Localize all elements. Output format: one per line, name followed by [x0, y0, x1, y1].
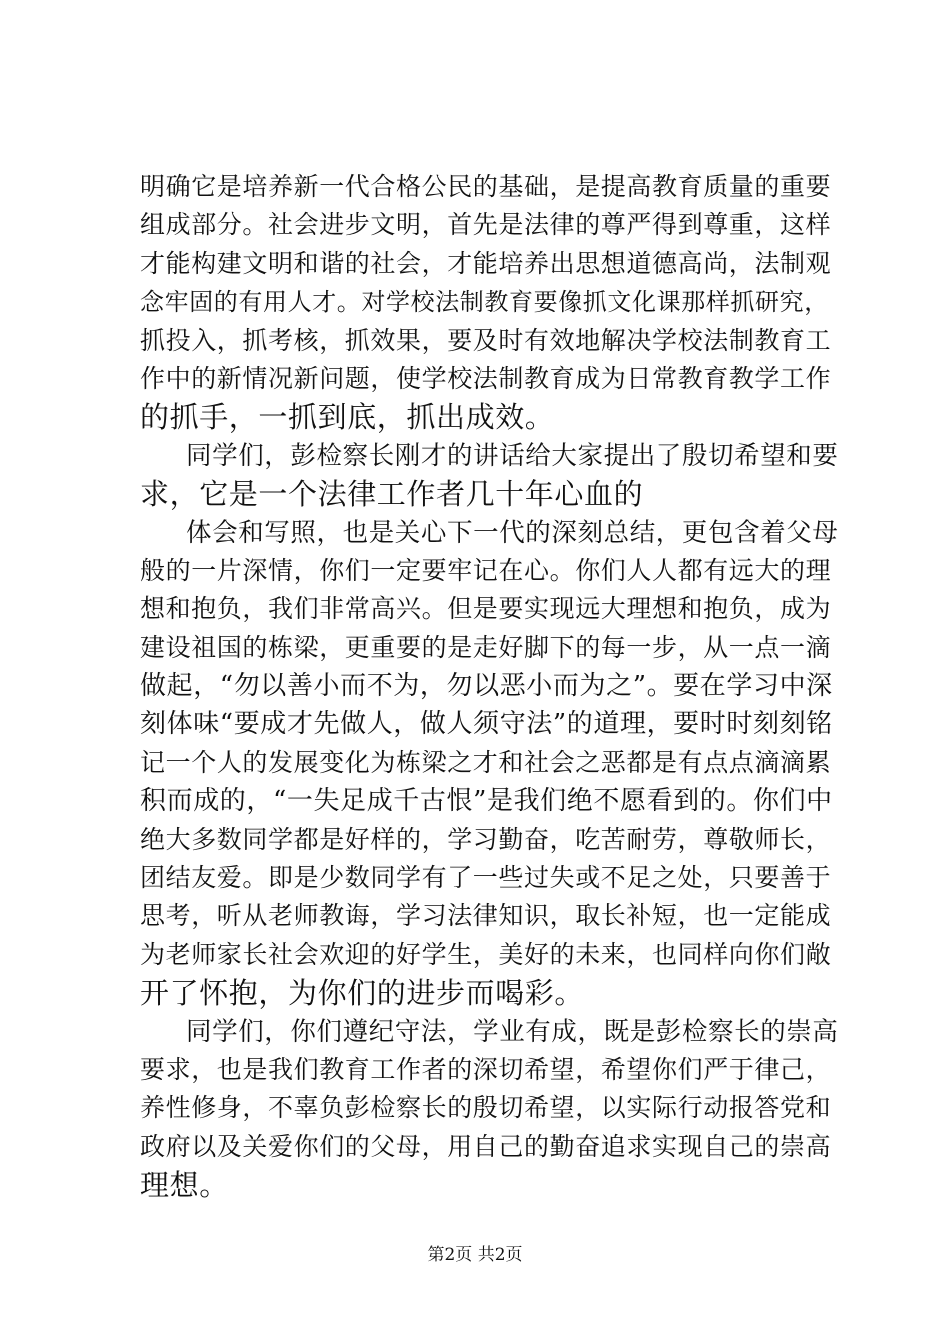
text-line: 做起，“勿以善小而不为，勿以恶小而为之”。要在学习中深	[140, 671, 833, 702]
text-line: 般的一片深情，你们一定要牢记在心。你们人人都有远大的理	[140, 555, 832, 585]
page-footer	[0, 1244, 950, 1266]
text-line: 明确它是培养新一代合格公民的基础，是提高教育质量的重要	[140, 172, 832, 201]
text-line: 刻体味“要成才先做人，做人须守法”的道理，要时时刻刻铭	[140, 709, 833, 740]
text-line: 政府以及关爱你们的父母，用自己的勤奋追求实现自己的崇高	[140, 1131, 832, 1161]
text-line: 的抓手，一抓到底，抓出成效。	[140, 400, 555, 435]
text-line: 组成部分。社会进步文明，首先是法律的尊严得到尊重，这样	[140, 210, 832, 240]
text-line: 为老师家长社会欢迎的好学生，美好的未来，也同样向你们敞	[140, 939, 832, 969]
text-line: 同学们，彭检察长刚才的讲话给大家提出了殷切希望和要	[186, 440, 839, 471]
text-line: 开了怀抱，为你们的进步而喝彩。	[140, 976, 585, 1011]
text-line: 求，它是一个法律工作者几十年心血的	[140, 477, 644, 512]
text-line: 同学们，你们遵纪守法，学业有成，既是彭检察长的崇高	[186, 1016, 839, 1047]
text-line: 积而成的，“一失足成千古恨”是我们绝不愿看到的。你们中	[140, 786, 833, 817]
text-line: 抓投入，抓考核，抓效果，要及时有效地解决学校法制教育工	[140, 325, 832, 355]
page-number-label: 第2页 共2页	[427, 1245, 523, 1265]
text-line: 团结友爱。即是少数同学有了一些过失或不足之处，只要善于	[140, 863, 832, 893]
text-line: 绝大多数同学都是好样的，学习勤奋，吃苦耐劳，尊敬师长，	[140, 824, 832, 854]
text-line: 体会和写照，也是关心下一代的深刻总结，更包含着父母	[186, 517, 839, 548]
text-line: 理想。	[140, 1168, 229, 1203]
text-line: 养性修身，不辜负彭检察长的殷切希望，以实际行动报答党和	[140, 1093, 832, 1123]
text-line: 建设祖国的栋梁，更重要的是走好脚下的每一步，从一点一滴	[140, 632, 832, 662]
text-line: 要求，也是我们教育工作者的深切希望，希望你们严于律己，	[140, 1054, 832, 1084]
document-body	[140, 168, 840, 1205]
text-line: 思考，听从老师教诲，学习法律知识，取长补短，也一定能成	[140, 901, 832, 931]
text-line: 才能构建文明和谐的社会，才能培养出思想道德高尚，法制观	[140, 248, 832, 278]
text-line: 作中的新情况新问题，使学校法制教育成为日常教育教学工作	[140, 363, 832, 393]
text-line: 记一个人的发展变化为栋梁之才和社会之恶都是有点点滴滴累	[140, 747, 832, 777]
text-line: 念牢固的有用人才。对学校法制教育要像抓文化课那样抓研究，	[140, 288, 829, 317]
text-line: 想和抱负，我们非常高兴。但是要实现远大理想和抱负，成为	[140, 594, 832, 624]
